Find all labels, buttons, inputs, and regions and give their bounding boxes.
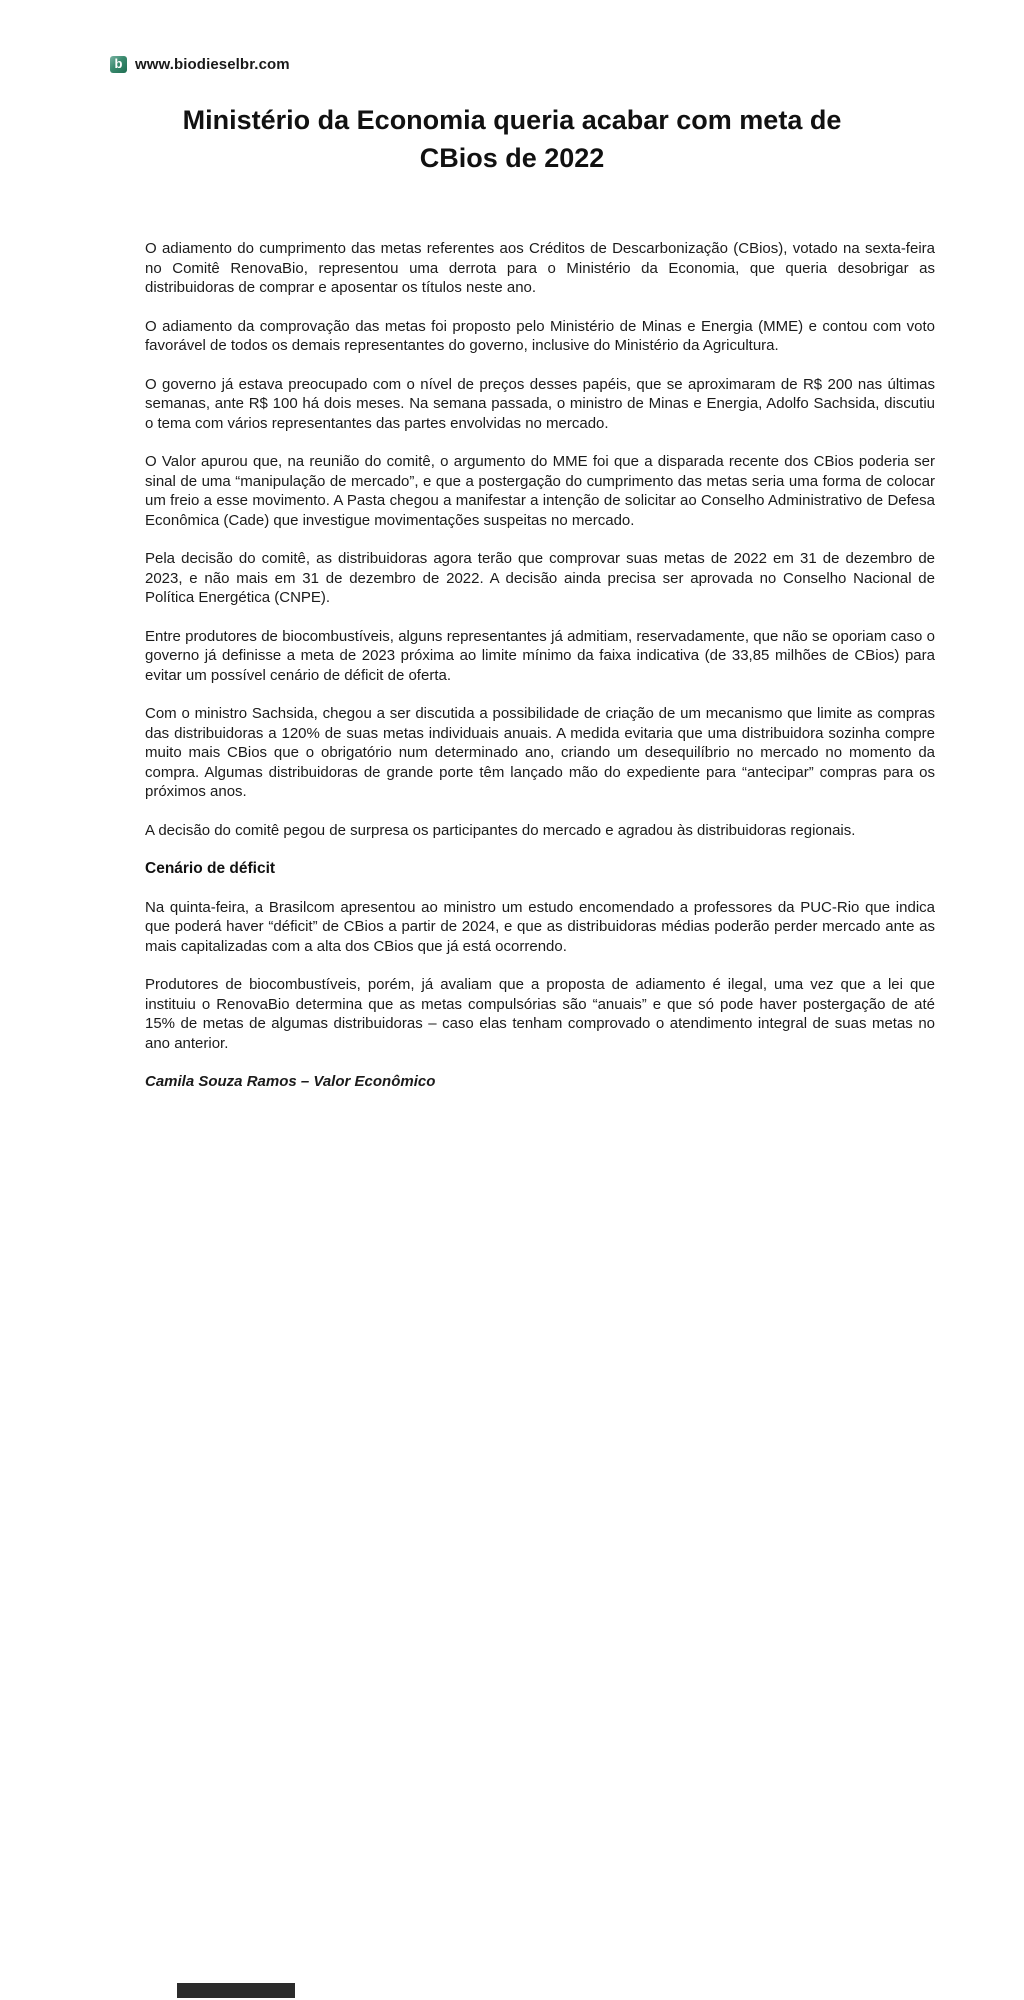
site-domain: www.biodieselbr.com [135,56,290,73]
article-title-line-1: Ministério da Economia queria acabar com meta de [182,105,842,135]
article-body [145,239,935,1092]
article-paragraph: O Valor apurou que, na reunião do comitê, o argumento do MME foi que a disparada recente dos CBios poderia ser sinal de uma “manipulação de mercado”, e que a postergação do cumprimento das metas seria uma forma de colocar um freio a esse movimento. A Pasta chegou a manifestar a intenção de solicitar ao Conselho Administrativo de Defesa Econômica (Cade) que investigue movimentações suspeitas no mercado. [145,453,935,529]
article-paragraph: Entre produtores de biocombustíveis, alguns representantes já admitiam, reservadamente, que não se oporiam caso o governo já definisse a meta de 2023 próxima ao limite mínimo da faixa indicativa (de 33,85 milhões de CBios) para evitar um possível cenário de déficit de oferta. [145,627,935,684]
site-header [0,0,1024,73]
article-paragraph: O adiamento do cumprimento das metas referentes aos Créditos de Descarbonização (CBios), votado na sexta-feira no Comitê RenovaBio, representou uma derrota para o Ministério da Economia, que queria desobrigar as distribuidoras de comprar e aposentar os títulos neste ano. [145,240,935,296]
favicon-letter: b [114,56,123,71]
article-title-line-2: CBios de 2022 [419,143,605,173]
article-paragraph: O governo já estava preocupado com o nível de preços desses papéis, que se aproximaram de R$ 200 nas últimas semanas, ante R$ 100 há dois meses. Na semana passada, o ministro de Minas e Energia, Adolfo Sachsida, discutiu o tema com vários representantes das partes envolvidas no mercado. [145,375,935,432]
article-paragraph: Na quinta-feira, a Brasilcom apresentou ao ministro um estudo encomendado a professores da PUC-Rio que indica que poderá haver “déficit” de CBios a partir de 2024, e que as distribuidoras médias poderão perder mercado ante as mais capitalizadas com a alta dos CBios que já está ocorrendo. [145,898,935,955]
site-favicon-icon [110,56,127,73]
article-paragraph: A decisão do comitê pegou de surpresa os participantes do mercado e agradou às distribuidoras regionais. [145,821,856,839]
article-paragraph: O adiamento da comprovação das metas foi proposto pelo Ministério de Minas e Energia (MME) e contou com voto favorável de todos os demais representantes do governo, inclusive do Ministério da Agricultura. [145,317,935,354]
page-bottom-artifact [177,1983,295,1998]
article-paragraph: Produtores de biocombustíveis, porém, já avaliam que a proposta de adiamento é ilegal, uma vez que a lei que instituiu o RenovaBio determina que as metas compulsórias são “anuais” e que só pode haver postergação de até 15% de metas de algumas distribuidoras – caso elas tenham comprovado o atendimento integral de suas metas no ano anterior. [145,976,935,1052]
section-heading: Cenário de déficit [145,860,276,877]
article-paragraph: Pela decisão do comitê, as distribuidoras agora terão que comprovar suas metas de 2022 em 31 de dezembro de 2023, e não mais em 31 de dezembro de 2022. A decisão ainda precisa ser aprovada no Conselho Nacional de Política Energética (CNPE). [145,550,935,606]
article-title [82,101,942,177]
article-paragraph: Com o ministro Sachsida, chegou a ser discutida a possibilidade de criação de um mecanismo que limite as compras das distribuidoras a 120% de suas metas individuais anuais. A medida evitaria que uma distribuidora sozinha compre muito mais CBios que o obrigatório num determinado ano, criando um desequilíbrio no mercado no momento da compra. Algumas distribuidoras de grande porte têm lançado mão do expediente para “antecipar” compras para os próximos anos. [145,705,935,800]
byline: Camila Souza Ramos – Valor Econômico [145,1073,436,1090]
